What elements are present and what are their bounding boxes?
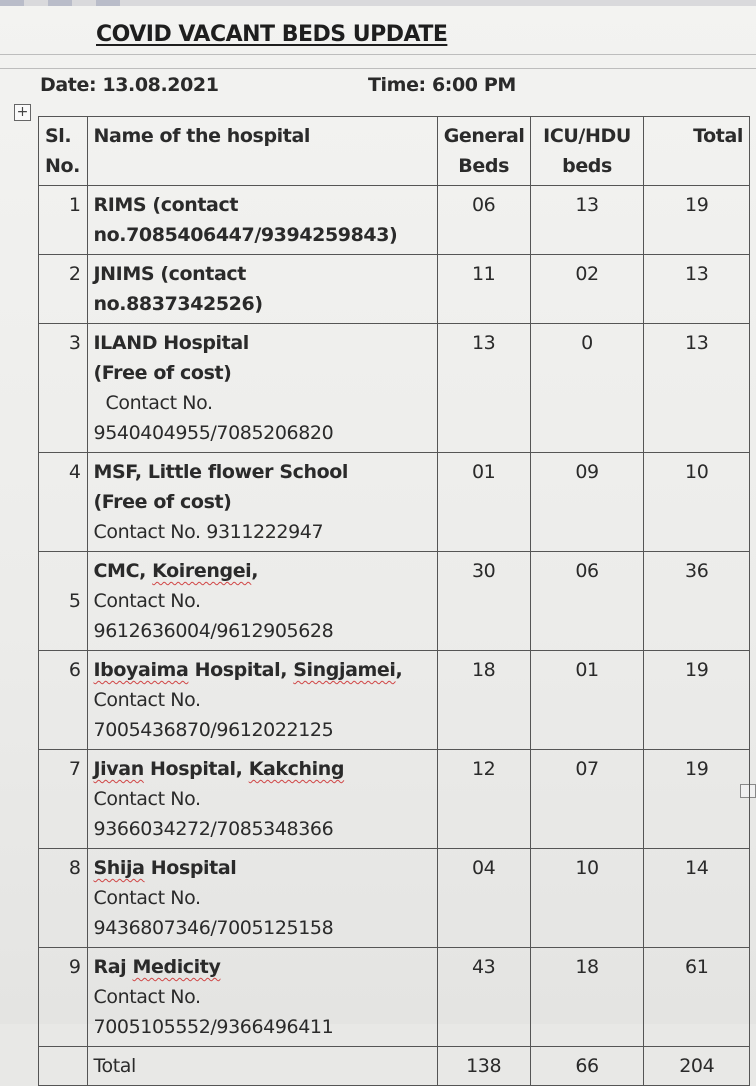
total-beds: 36: [644, 552, 750, 651]
hospital-name: [94, 952, 431, 982]
name-part: Koirengei: [152, 560, 252, 582]
hospital-cell: [87, 552, 437, 651]
hospital-cell: [87, 186, 437, 255]
header-sl-line2: No.: [45, 155, 80, 177]
totals-general-beds: 138: [437, 1047, 530, 1086]
header-icu-beds: [530, 117, 644, 186]
contact-label: Contact No.: [93, 788, 201, 810]
general-beds: 11: [437, 255, 530, 324]
hospital-contact: no.8837342526): [93, 293, 263, 315]
table-row: [39, 186, 750, 255]
contact-number: 9366034272/7085348366: [93, 818, 334, 840]
total-beds: 19: [644, 186, 750, 255]
vacant-beds-table: [38, 116, 750, 1086]
hospital-cell: [87, 324, 437, 453]
icu-beds: 06: [530, 552, 644, 651]
top-band: [0, 0, 756, 6]
report-date: Date: 13.08.2021: [40, 74, 219, 96]
general-beds: 30: [437, 552, 530, 651]
header-general-line1: General: [443, 125, 525, 147]
contact-label: Contact No.: [105, 392, 213, 414]
contact-label: Contact No.: [93, 689, 201, 711]
top-band-segment: [0, 0, 24, 6]
name-part: Kakching: [248, 758, 345, 780]
totals-total-beds: 204: [644, 1047, 750, 1086]
name-part: Medicity: [132, 956, 221, 978]
table-row: [39, 255, 750, 324]
general-beds: 01: [437, 453, 530, 552]
sl-no: 5: [39, 552, 88, 651]
totals-blank-cell: [39, 1047, 88, 1086]
hospital-name: MSF, Little flower School: [93, 461, 349, 483]
table-row: [39, 849, 750, 948]
table-move-handle-icon[interactable]: +: [14, 104, 31, 121]
total-beds: 61: [644, 948, 750, 1047]
hospital-contact: no.7085406447/9394259843): [93, 224, 398, 246]
name-part: Jivan: [93, 758, 144, 780]
general-beds: 12: [437, 750, 530, 849]
hospital-cell: [87, 948, 437, 1047]
hospital-name: [94, 655, 431, 685]
contact-label: Contact No.: [93, 590, 201, 612]
header-hospital-name: Name of the hospital: [87, 117, 437, 186]
hospital-name: ILAND Hospital: [93, 332, 249, 354]
table-row: [39, 453, 750, 552]
hospital-cell: [87, 750, 437, 849]
header-general-line2: Beds: [458, 155, 509, 177]
sl-no: 7: [39, 750, 88, 849]
general-beds: 18: [437, 651, 530, 750]
total-beds: 10: [644, 453, 750, 552]
hospital-name: [94, 853, 431, 883]
sl-no: 4: [39, 453, 88, 552]
icu-beds: 18: [530, 948, 644, 1047]
page-title: COVID VACANT BEDS UPDATE: [96, 22, 448, 47]
sl-no: 3: [39, 324, 88, 453]
table-row: [39, 651, 750, 750]
header-general-beds: [437, 117, 530, 186]
icu-beds: 01: [530, 651, 644, 750]
general-beds: 43: [437, 948, 530, 1047]
contact-label: Contact No.: [93, 887, 201, 909]
header-sl-no: [39, 117, 88, 186]
total-beds: 13: [644, 324, 750, 453]
hospital-name: RIMS (contact: [93, 194, 238, 216]
top-band-segment: [96, 0, 120, 6]
total-beds: 13: [644, 255, 750, 324]
name-part: ,: [395, 659, 403, 681]
hospital-cell: [87, 651, 437, 750]
general-beds: 06: [437, 186, 530, 255]
header-sl-line1: Sl.: [45, 125, 72, 147]
name-part: Singjamei: [293, 659, 396, 681]
header-icu-line1: ICU/HDU: [543, 125, 631, 147]
header-total: Total: [644, 117, 750, 186]
table-row: [39, 948, 750, 1047]
total-beds: 19: [644, 750, 750, 849]
sl-no: 9: [39, 948, 88, 1047]
icu-beds: 10: [530, 849, 644, 948]
header-icu-line2: beds: [562, 155, 612, 177]
name-part: Iboyaima: [93, 659, 189, 681]
sl-no: 2: [39, 255, 88, 324]
icu-beds: 02: [530, 255, 644, 324]
hospital-cell: [87, 255, 437, 324]
totals-label: Total: [87, 1047, 437, 1086]
top-band-segment: [48, 0, 72, 6]
contact-number: 9436807346/7005125158: [93, 917, 334, 939]
contact-number: 9612636004/9612905628: [93, 620, 334, 642]
total-beds: 14: [644, 849, 750, 948]
name-part: Hospital: [144, 857, 237, 879]
total-beds: 19: [644, 651, 750, 750]
contact-label: Contact No.: [93, 986, 201, 1008]
table-row: [39, 324, 750, 453]
hospital-name: [94, 556, 431, 586]
hospital-cell: [87, 453, 437, 552]
sl-no: 8: [39, 849, 88, 948]
hospital-name: [94, 754, 431, 784]
divider: [0, 54, 756, 55]
sl-no: 1: [39, 186, 88, 255]
totals-row: [39, 1047, 750, 1086]
contact-number: 7005436870/9612022125: [93, 719, 334, 741]
name-part: CMC,: [93, 560, 153, 582]
contact-number: 7005105552/9366496411: [93, 1016, 334, 1038]
free-of-cost-note: (Free of cost): [93, 362, 232, 384]
sl-no: 6: [39, 651, 88, 750]
table-header-row: [39, 117, 750, 186]
name-part: Shija: [93, 857, 145, 879]
contact-number: 9540404955/7085206820: [93, 422, 334, 444]
name-part: ,: [251, 560, 259, 582]
general-beds: 04: [437, 849, 530, 948]
general-beds: 13: [437, 324, 530, 453]
name-part: Hospital,: [143, 758, 249, 780]
name-part: Hospital,: [188, 659, 294, 681]
contact-number: Contact No. 9311222947: [93, 521, 324, 543]
table-row: [39, 552, 750, 651]
totals-icu-beds: 66: [530, 1047, 644, 1086]
divider: [0, 68, 756, 69]
icu-beds: 09: [530, 453, 644, 552]
icu-beds: 13: [530, 186, 644, 255]
icu-beds: 07: [530, 750, 644, 849]
report-time: Time: 6:00 PM: [368, 74, 516, 96]
hospital-name: JNIMS (contact: [93, 263, 246, 285]
table-row: [39, 750, 750, 849]
icu-beds: 0: [530, 324, 644, 453]
hospital-cell: [87, 849, 437, 948]
name-part: Raj: [93, 956, 133, 978]
free-of-cost-note: (Free of cost): [93, 491, 232, 513]
